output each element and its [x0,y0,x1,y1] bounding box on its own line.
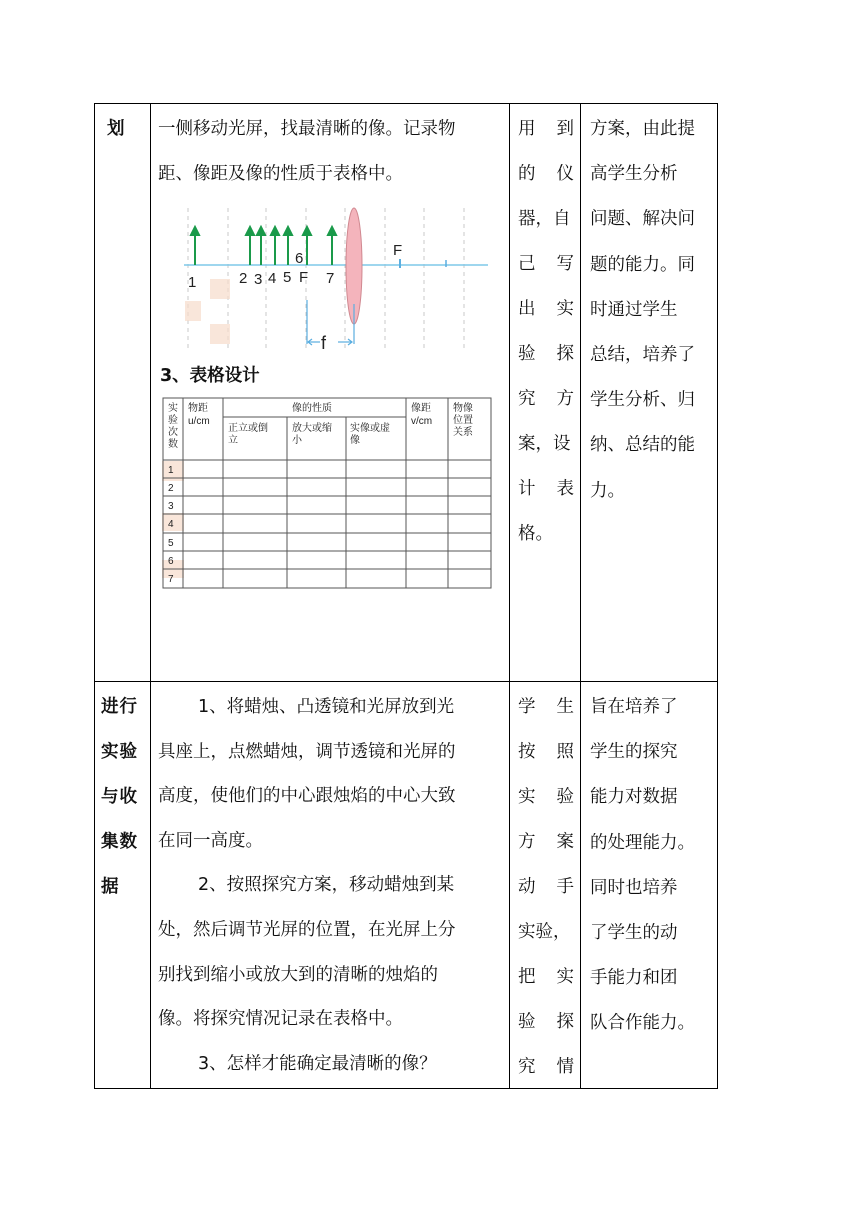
row-number: 4 [168,519,174,530]
object-label-focus: F [299,269,309,286]
object-label-6: 6 [295,250,304,267]
row2-design-intent [590,685,712,1047]
arrow-head [328,227,336,235]
row1-description-line: 一侧移动光屏，找最清晰的像。记录物 [158,119,456,139]
row2-procedure [158,685,503,1086]
procedure-line: 3、怎样才能确定最清晰的像？ [198,1053,437,1074]
header-real-virtual: 实像或虚 [350,423,390,434]
activity-line: 用 到 [518,119,574,139]
stamp-mark [210,279,230,299]
activity-line: 计 表 [518,479,574,499]
activity-line: 方 案 [518,832,574,852]
activity-line: 把 实 [518,967,574,987]
intent-line: 能力对数据 [590,787,678,808]
data-table-grid [162,397,492,590]
intent-line: 纳、总结的能 [590,435,695,456]
activity-line: 动 手 [518,877,574,897]
category-line: 进行 [101,697,138,717]
header-upright: 立 [228,435,238,446]
header-object-distance: 物距 [188,403,208,414]
procedure-line: 像。将探究情况记录在表格中。 [158,1009,403,1030]
row1-description [158,107,503,196]
header-position-relation: 位置 [453,415,473,426]
header-image-distance: v/cm [411,416,433,427]
arrow-head [191,227,199,235]
intent-line: 队合作能力。 [590,1013,695,1034]
header-upright: 正立或倒 [228,423,268,434]
header-trial: 验 [168,415,178,426]
activity-line: 验 探 [518,344,574,364]
table-border-middle [94,681,718,682]
table-border-bottom [94,1088,718,1089]
table-divider-3 [580,103,581,1089]
focal-bracket [307,300,354,345]
row1-student-activity [518,107,574,557]
procedure-line: 2、按照探究方案，移动蜡烛到某 [198,875,455,896]
category-line: 实验 [101,742,138,762]
intent-line: 题的能力。同 [590,254,695,275]
header-size: 放大或缩 [292,423,332,434]
intent-line: 旨在培养了 [590,697,678,717]
header-position-relation: 物像 [453,403,473,414]
header-trial: 数 [168,439,178,450]
header-trial: 次 [168,427,178,438]
header-image-properties: 像的性质 [292,403,332,414]
header-trial: 实 [168,403,178,414]
arrow-head [303,227,311,235]
object-label-2: 2 [239,270,248,287]
intent-line: 高学生分析 [590,164,678,185]
object-label-5: 5 [283,269,292,286]
row1-description-line: 距、像距及像的性质于表格中。 [158,163,403,184]
row1-category: 划 [107,119,126,139]
intent-line: 学生分析、归 [590,390,695,411]
activity-line: 器，自 [518,209,571,229]
category-line: 集数 [101,832,138,852]
header-size: 小 [292,435,302,446]
activity-line: 格。 [518,524,553,544]
procedure-line: 1、将蜡烛、凸透镜和光屏放到光 [198,697,455,717]
intent-line: 学生的探究 [590,742,678,763]
activity-line: 学 生 [518,697,574,717]
procedure-line: 在同一高度。 [158,830,263,851]
intent-line: 同时也培养 [590,877,678,898]
header-image-distance: 像距 [411,403,431,414]
lens-experiment-figure [180,204,490,354]
arrow-head [284,227,292,235]
activity-line: 按 照 [518,742,574,762]
procedure-line: 别找到缩小或放大到的清晰的烛焰的 [158,964,438,985]
activity-line: 案，设 [518,434,571,454]
row-number: 6 [168,556,174,567]
intent-line: 总结，培养了 [590,344,695,365]
header-position-relation: 关系 [453,427,473,438]
intent-line: 了学生的动 [590,922,678,943]
focal-length-label: f [321,333,327,353]
row1-design-intent [590,107,712,514]
intent-line: 的处理能力。 [590,832,695,853]
procedure-line: 处，然后调节光屏的位置，在光屏上分 [158,919,456,940]
category-line: 据 [101,877,120,897]
stamp-mark [210,324,230,344]
stamp-mark [185,301,201,321]
row-number: 7 [168,574,174,585]
procedure-line: 具座上，点燃蜡烛，调节透镜和光屏的 [158,741,456,762]
category-line: 与收 [101,787,138,807]
procedure-line: 高度，使他们的中心跟烛焰的中心大致 [158,786,456,807]
activity-line: 实验， [518,922,571,942]
right-focus-label: F [393,242,403,259]
data-table-figure [162,397,492,590]
table-divider-1 [150,103,151,1089]
row-number: 1 [168,465,174,476]
row2-category [101,685,138,910]
activity-line: 实 验 [518,787,574,807]
row-number: 2 [168,483,174,494]
table-border-right [717,103,718,1089]
table-border-top [94,103,718,104]
intent-line: 时通过学生 [590,299,678,320]
table-divider-2 [509,103,510,1089]
activity-line: 究 情 [518,1057,574,1077]
object-label-3: 3 [254,271,263,288]
object-label-1: 1 [188,274,197,291]
row2-student-activity [518,685,574,1090]
activity-line: 的 仪 [518,164,574,184]
arrow-head [257,227,265,235]
header-real-virtual: 像 [350,435,360,446]
intent-line: 手能力和团 [590,968,678,989]
activity-line: 究 方 [518,389,574,409]
arrow-head [271,227,279,235]
table-design-heading: 3、表格设计 [160,366,260,386]
row-number: 5 [168,538,174,549]
object-arrows [191,227,336,265]
intent-line: 方案，由此提 [590,119,695,139]
header-object-distance: u/cm [188,416,210,427]
activity-line: 己 写 [518,254,574,274]
arrow-head [246,227,254,235]
row-number: 3 [168,501,174,512]
object-label-4: 4 [268,270,277,287]
intent-line: 力。 [590,480,625,501]
intent-line: 问题、解决问 [590,209,695,230]
activity-line: 出 实 [518,299,574,319]
activity-line: 验 探 [518,1012,574,1032]
table-border-left [94,103,95,1089]
object-label-7: 7 [326,270,335,287]
